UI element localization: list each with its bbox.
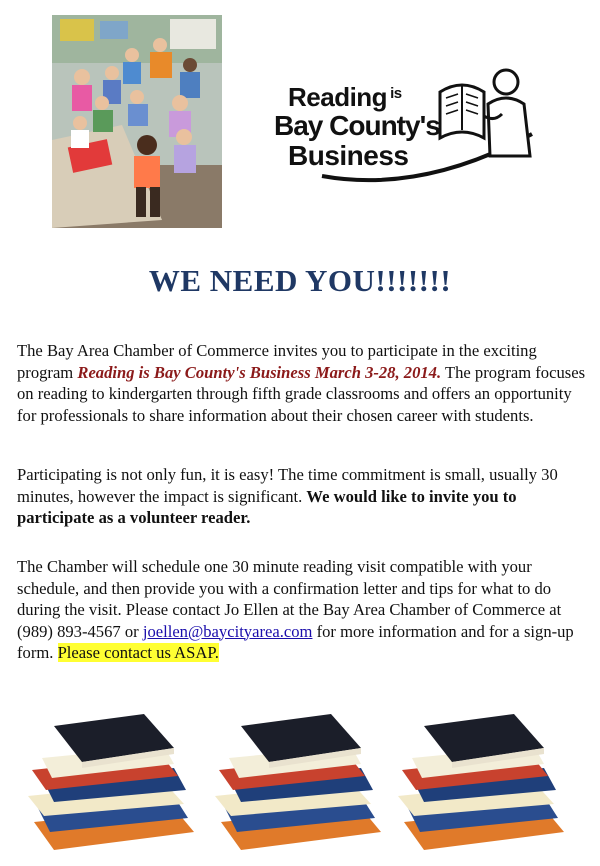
contact-asap-highlight: Please contact us ASAP. [57,643,219,662]
logo-text-reading: Reading [288,82,388,112]
contact-after-email-text: for more information and for a sign-up form. [17,621,574,662]
contact-text: The Chamber will schedule one 30 minute reading visit compatible with your schedule, and then provide you with a confirmation letter and tips for what to do during the visit. Please contact Jo Ellen at the Bay Area Chamber of Commerce at (989) 893-4567 or [17,557,562,641]
participation-text: Participating is not only fun, it is easy! The time commitment is small, usually 30 minutes, however the impact is significant. [17,465,558,506]
contact-paragraph [17,556,593,664]
participation-paragraph [17,464,593,529]
book-stack-image [211,704,385,856]
intro-rest-text: The program focuses on reading to kindergarten through fifth grade classrooms and offers an opportunity for professionals to share information about their chosen career with students. [17,362,586,425]
volunteer-invitation: We would like to invite you to participate as a volunteer reader. [17,486,517,527]
logo-text-bay-countys: Bay County's [274,110,440,141]
book-stack-image [24,704,198,856]
reading-is-bay-countys-business-logo [262,64,552,190]
intro-text: The Bay Area Chamber of Commerce invites you to participate in the exciting program [17,341,537,382]
logo-text-business: Business [288,140,409,171]
logo-text-is: is [390,85,402,102]
program-name: Reading is Bay County's Business March 3-28, 2014. [77,362,442,382]
classroom-children-photo [52,15,222,228]
intro-paragraph [17,340,593,426]
email-link[interactable]: joellen@baycityarea.com [142,621,313,641]
page-headline: WE NEED YOU!!!!!!! [148,263,452,298]
book-stack-image [394,704,568,856]
reader-with-book-icon [262,64,552,190]
